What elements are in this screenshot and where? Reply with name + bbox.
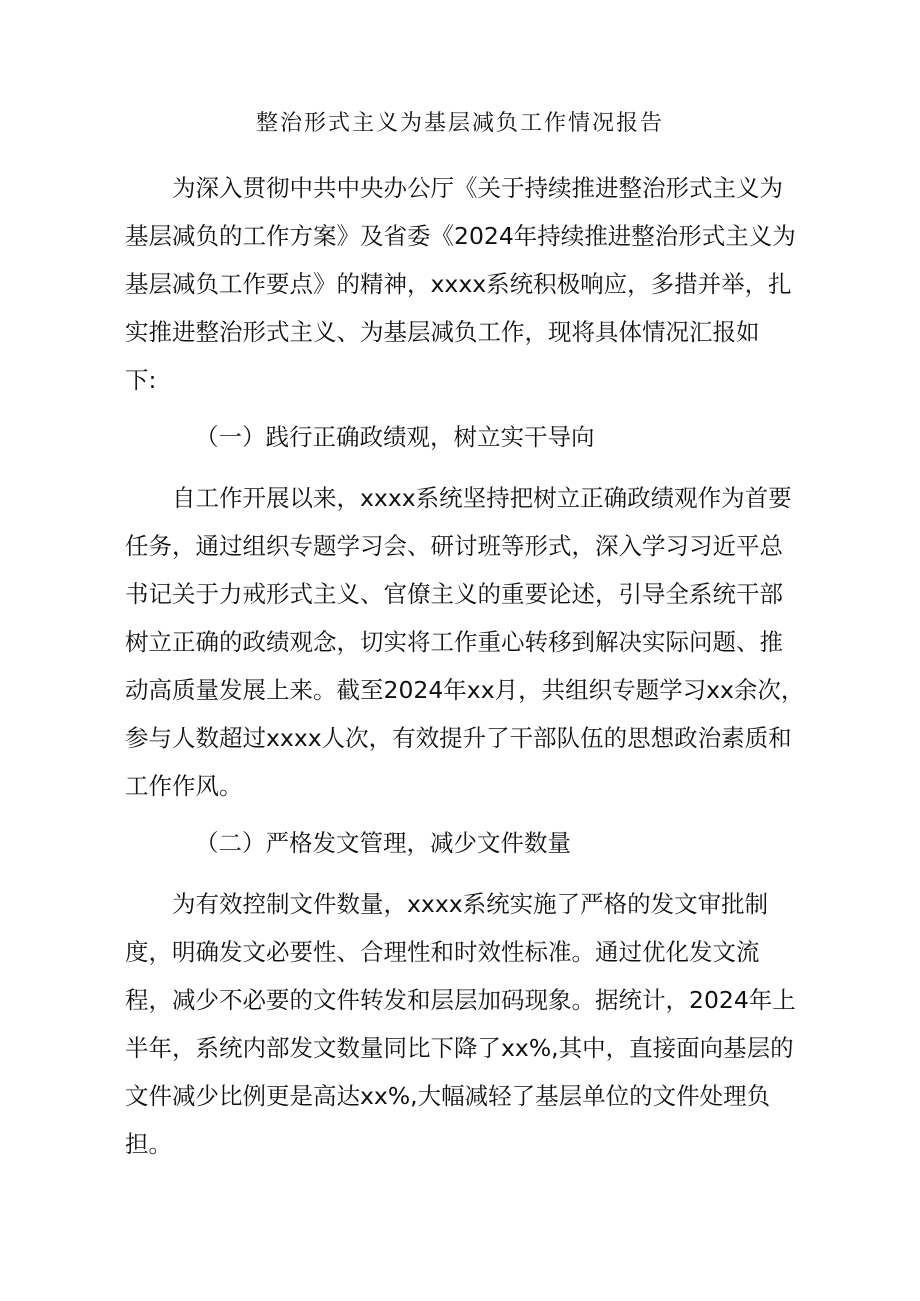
section-2-line: 担。 (125, 1130, 172, 1158)
intro-line: 为深入贯彻中共中央办公厅《关于持续推进整治形式主义为 (172, 174, 783, 202)
section-1-line: 树立正确的政绩观念，切实将工作重心转移到解决实际问题、推 (125, 628, 783, 656)
section-1-line: 参与人数超过xxxx人次，有效提升了干部队伍的思想政治素质和 (125, 724, 792, 752)
section-2-line: 为有效控制文件数量，xxxx系统实施了严格的发文审批制 (172, 890, 769, 918)
section-1-line: 工作作风。 (125, 772, 243, 800)
section-2-line: 文件减少比例更是高达xx%,大幅减轻了基层单位的文件处理负 (125, 1082, 771, 1110)
section-2-line: 程，减少不必要的文件转发和层层加码现象。据统计，2024年上 (125, 986, 796, 1014)
section-1-line: 动高质量发展上来。截至2024年xx月，共组织专题学习xx余次， (125, 676, 805, 704)
document-title: 整治形式主义为基层减负工作情况报告 (255, 111, 664, 136)
section-1-heading: （一）践行正确政绩观，树立实干导向 (195, 423, 595, 451)
section-1-line: 任务，通过组织专题学习会、研讨班等形式，深入学习习近平总 (125, 532, 783, 560)
section-2-heading: （二）严格发文管理，减少文件数量 (195, 829, 571, 857)
intro-line: 基层减负工作要点》的精神，xxxx系统积极响应，多措并举，扎 (125, 270, 792, 298)
intro-paragraph (125, 164, 796, 404)
intro-line: 基层减负的工作方案》及省委《2024年持续推进整治形式主义为 (125, 222, 796, 250)
section-1-line: 自工作开展以来，xxxx系统坚持把树立正确政绩观作为首要 (172, 484, 792, 512)
section-1-line: 书记关于力戒形式主义、官僚主义的重要论述，引导全系统干部 (125, 580, 783, 608)
section-2-line: 半年，系统内部发文数量同比下降了xx%,其中，直接面向基层的 (125, 1034, 794, 1062)
section-1-paragraph (125, 474, 805, 810)
section-2-line: 度，明确发文必要性、合理性和时效性标准。通过优化发文流 (125, 938, 760, 966)
intro-line: 实推进整治形式主义、为基层减负工作，现将具体情况汇报如 (125, 318, 760, 346)
section-2-paragraph (125, 880, 796, 1168)
intro-line: 下: (125, 366, 157, 394)
